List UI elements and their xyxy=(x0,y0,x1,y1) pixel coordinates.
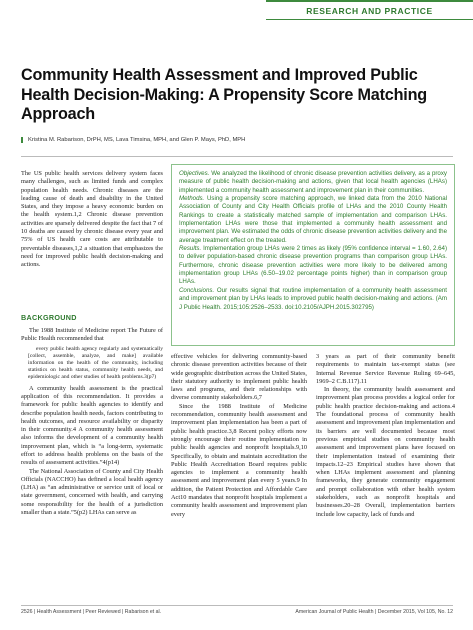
abstract-conclusions xyxy=(179,287,447,312)
article-title: Community Health Assessment and Improved Public Health Decision-Making: A Propensity Score Matching Approach xyxy=(21,66,427,123)
right-paragraph-1: 3 years as part of their community benefit requirements to maintain tax-exempt status (see Internal Revenue Service Revenue Ruling 69–645, 1969–2 C.B.117).11 xyxy=(316,353,455,385)
section-banner xyxy=(0,0,473,20)
conclusions-text: Our results signal that routine implementation of a community health assessment and improvement plan by LHAs leads to improved public health decision-making and actions. (Am J Public Health. 2015;105:2526–2533. doi:10.2105/AJPH.2015.302795) xyxy=(179,286,447,311)
intro-paragraph: The US public health services delivery system faces many challenges, such as limited funds and complex population health needs. Chronic diseases are the leading cause of death and disability in the United States, and they impose a heavy economic burden on the health system.1,2 Chronic disease prevention activities are sparsely delivered despite the fact that 7 of 10 deaths are caused by chronic disease every year and 75% of US health care costs are attributable to preventable diseases,1,2 a situation that emphasizes the need for improved public health decision-making and actions. xyxy=(21,170,163,269)
abstract-objectives xyxy=(179,170,447,195)
middle-column xyxy=(171,353,307,519)
footer-left: 2526 | Health Assessment | Peer Reviewed | Rabarison et al. xyxy=(21,609,162,615)
methods-label: Methods. xyxy=(179,195,205,203)
footer-right: American Journal of Public Health | December 2015, Vol 105, No. 12 xyxy=(295,609,453,615)
left-column xyxy=(21,327,163,517)
right-paragraph-2: In theory, the community health assessment and improvement plan process provides a logical order for public health practice decision-making and actions.4 The foundational process of community health assessment and improvement plan implementation and its barriers are well documented because most previous empirical studies on community health assessment and improvement plans have focused on their implementation instead of examining their impacts.12–23 Empirical studies have shown that when LHAs implement assessment and planning frameworks, they generate community engagement and prompt collaboration with other health system stakeholders, such as nonprofit hospitals and businesses.20–28 Overall, implementation barriers include low capacity, lack of funds and xyxy=(316,386,455,518)
page-footer xyxy=(21,605,453,615)
objectives-text: We analyzed the likelihood of chronic disease prevention activities delivery, as a proxy measure of public health decision-making and actions, given that local health agencies (LHAs) implemented a community health assessment and improvement plan in their communities. xyxy=(179,170,447,194)
section-label: RESEARCH AND PRACTICE xyxy=(266,0,473,20)
header-divider xyxy=(21,156,453,157)
abstract-box xyxy=(171,164,455,346)
results-label: Results. xyxy=(179,245,202,253)
objectives-label: Objectives. xyxy=(179,170,210,177)
background-paragraph-2: A community health assessment is the practical application of this recommendation. It provides a framework for public health agencies to identify and describe population health needs, factors contributing to health outcomes, and resource availability or disparity in their community.4 A community health assessment also informs the development of a community health improvement plan, which is “a long-term, systematic effort to address health problems on the basis of the results of assessment activities.”4(p14) xyxy=(21,384,163,467)
conclusions-label: Conclusions. xyxy=(179,286,215,294)
middle-paragraph-1: effective vehicles for delivering community-based chronic disease prevention activities because of their wide geographic distribution across the United States, their statutory authority to implement public health laws and programs, and their relationships with diverse community stakeholders.6,7 xyxy=(171,353,307,402)
results-text: Implementation group LHAs were 2 times as likely (95% confidence interval = 1.60, 2.64) to deliver population-based chronic disease prevention programs than comparison group LHAs. Furthermore, chronic disease prevention activities were more likely to be delivered among implementation group LHAs (6.50–19.02 percentage points higher) than in comparison group LHAs. xyxy=(179,245,447,286)
background-paragraph-1: The 1988 Institute of Medicine report The Future of Public Health recommended that xyxy=(21,327,163,343)
author-line: Kristina M. Rabarison, DrPH, MS, Lava Timsina, MPH, and Glen P. Mays, PhD, MPH xyxy=(21,137,453,143)
right-column xyxy=(316,353,455,519)
background-heading: BACKGROUND xyxy=(21,313,77,322)
background-paragraph-3: The National Association of County and City Health Officials (NACCHO) has defined a local health agency (LHA) as “an administrative or service unit of local or state government, concerned with health, and carrying some responsibility for the health of a jurisdiction smaller than a state.”5(p2) LHAs can serve as xyxy=(21,467,163,517)
methods-text: Using a propensity score matching approach, we linked data from the 2010 National Association of County and City Health Officials profile of LHAs and the 2010 County Health Rankings to create a statistically matched sample of implementation and comparison LHAs. Implementation LHAs were those that implemented a community health assessment and improvement plan. We estimated the odds of chronic disease prevention activities delivery and the average treatment effect on the treated. xyxy=(179,195,447,244)
middle-paragraph-2: Since the 1988 Institute of Medicine recommendation, community health assessment and improvement plan implementation has been a part of public health practice.3,8 Recent policy efforts now strongly encourage their routine implementation in public health agencies and nonprofit hospitals.9,10 Specifically, to obtain and maintain accreditation the Public Health Accreditation Board requires public agencies to implement a community health assessment and improvement plan every 5 years.9 In addition, the Patient Protection and Affordable Care Act10 mandates that nonprofit hospitals implement a community health assessment and improvement plan every xyxy=(171,402,307,518)
intro-column xyxy=(21,170,163,270)
iom-quote: every public health agency regularly and systematically [collect, assemble, analyze, and make] available information on the health of the community, including statistics on health status, community health needs, and epidemiologic and other studies of health problems.3(p7) xyxy=(28,345,163,381)
abstract-results xyxy=(179,245,447,287)
abstract-methods xyxy=(179,195,447,245)
